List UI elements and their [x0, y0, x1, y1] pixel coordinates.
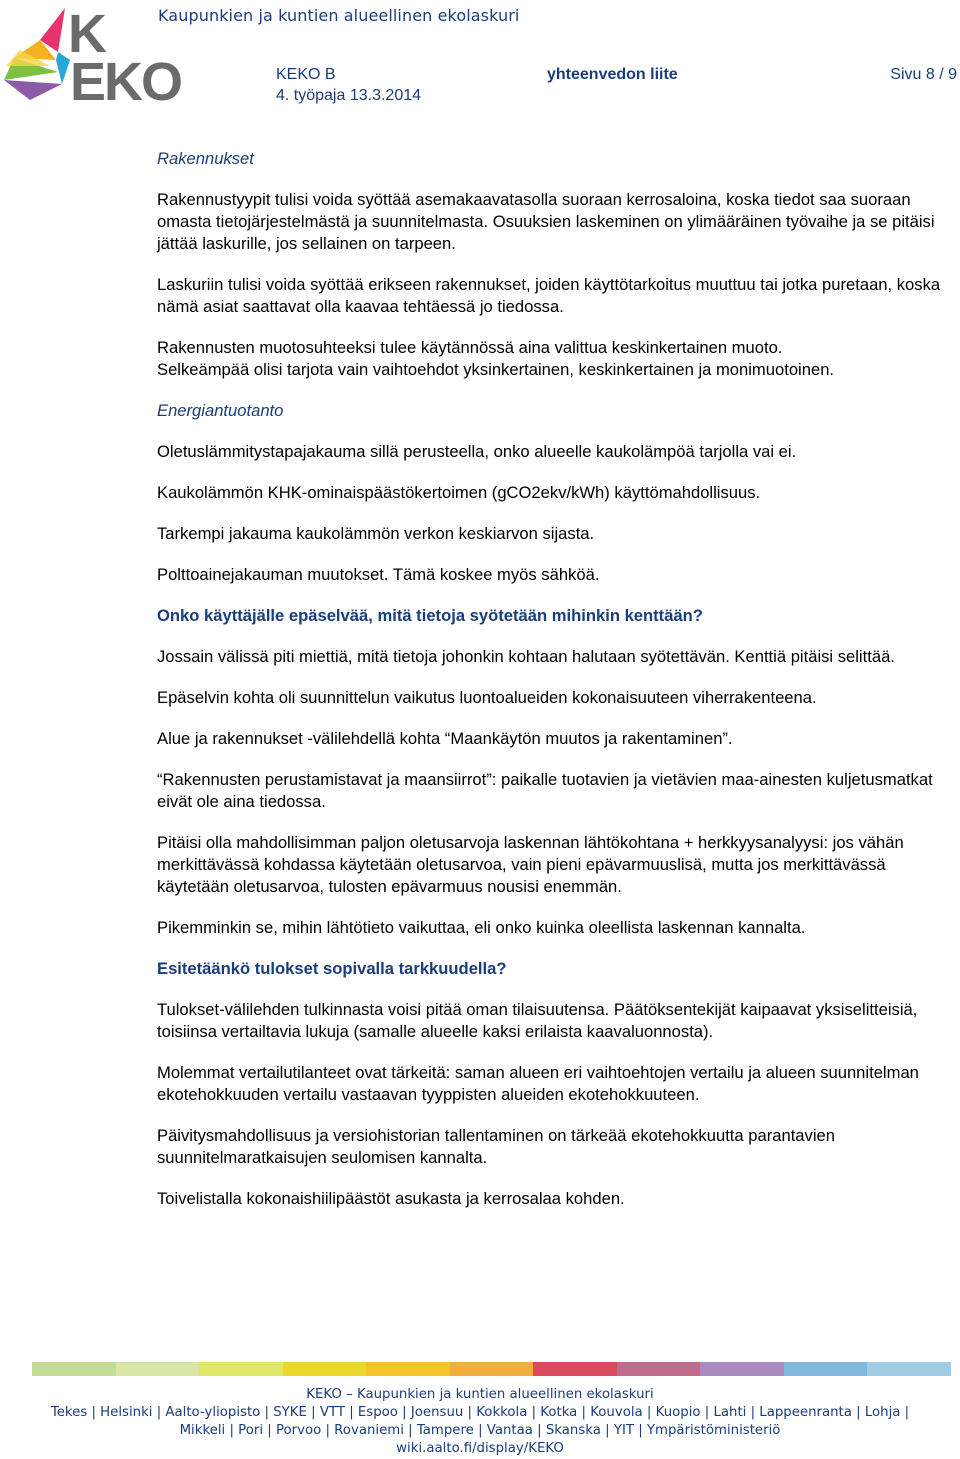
paragraph: Tarkempi jakauma kaukolämmön verkon keskiarvon sijasta. [157, 524, 595, 543]
paragraph: Tulokset-välilehden tulkinnasta voisi pitää oman tilaisuutensa. Päätöksentekijät kaipaavat yksiselitteisiä, toisiinsa vertailtavia lukuja (samalle alueelle kaksi erilaista kaavaluonnosta). [157, 1000, 918, 1041]
page-number: Sivu 8 / 9 [890, 66, 957, 83]
paragraph: Pitäisi olla mahdollisimman paljon oletusarvoja laskennan lähtökohtana + herkkyysanalyysi: jos vähän merkittävässä kohdassa käytetään oletusarvoa, vain pieni epävarmuuslisä, mutta jos merkittävässä käytetään oletusarvoa, tulosten epävarmuus nousisi enemmän. [157, 833, 904, 896]
paragraph: Päivitysmahdollisuus ja versiohistorian tallentaminen on tärkeää ekotehokkuutta parantavien suunnitelmaratkaisujen seulomisen kannalta. [157, 1126, 835, 1167]
doc-code: KEKO B [276, 66, 336, 83]
doc-date: 4. työpaja 13.3.2014 [276, 87, 422, 104]
paragraph: Laskuriin tulisi voida syöttää erikseen rakennukset, joiden käyttötarkoitus muuttuu tai jotka puretaan, koska nämä asiat saattavat olla kaavaa tehtäessä jo tiedossa. [157, 275, 941, 316]
footer-partners: Mikkeli | Pori | Porvoo | Rovaniemi | Tampere | Vantaa | Skanska | YIT | Ympäristöministeriö [179, 1423, 781, 1438]
footer-color-segment [116, 1362, 200, 1376]
paragraph: Polttoainejakauman muutokset. Tämä koskee myös sähköä. [157, 565, 600, 584]
paragraph: Alue ja rakennukset -välilehdellä kohta “Maankäytön muutos ja rakentaminen”. [157, 729, 733, 748]
question-heading: Esitetäänkö tulokset sopivalla tarkkuudella? [157, 959, 507, 978]
paragraph: Epäselvin kohta oli suunnittelun vaikutus luontoalueiden kokonaisuuteen viherrakenteena. [157, 688, 817, 707]
question-heading: Onko käyttäjälle epäselvää, mitä tietoja syötetään mihinkin kenttään? [157, 606, 703, 625]
paragraph: Rakennusten muotosuhteeksi tulee käytännössä aina valittua keskinkertainen muoto. [157, 338, 783, 357]
paragraph: Jossain välissä piti miettiä, mitä tietoja johonkin kohtaan halutaan syötettävän. Kenttiä pitäisi selittää. [157, 647, 895, 666]
footer-color-segment [700, 1362, 784, 1376]
paragraph: Selkeämpää olisi tarjota vain vaihtoehdot yksinkertainen, keskinkertainen ja monimuotoinen. [157, 360, 835, 379]
footer-color-segment [283, 1362, 367, 1376]
footer-color-segment [617, 1362, 701, 1376]
paragraph: “Rakennusten perustamistavat ja maansiirrot”: paikalle tuotavien ja vietävien maa-ainesten kuljetusmatkat eivät ole aina tiedossa. [157, 770, 933, 811]
paragraph: Kaukolämmön KHK-ominaispäästökertoimen (gCO2ekv/kWh) käyttömahdollisuus. [157, 483, 761, 502]
footer-title: KEKO – Kaupunkien ja kuntien alueellinen ekolaskuri [306, 1387, 654, 1402]
footer-color-segment [450, 1362, 534, 1376]
logo-petals-icon [4, 8, 70, 100]
footer-link[interactable]: wiki.aalto.fi/display/KEKO [396, 1441, 564, 1456]
footer-color-segment [199, 1362, 283, 1376]
footer [0, 1386, 960, 1458]
paragraph: Oletuslämmitystapajakauma sillä perusteella, onko alueelle kaukolämpöä tarjolla vai ei. [157, 442, 797, 461]
section-heading: Energiantuotanto [157, 401, 284, 420]
section-heading: Rakennukset [157, 149, 254, 168]
paragraph: Rakennustyypit tulisi voida syöttää asemakaavatasolla suoraan kerrosaloina, koska tiedot saa suoraan omasta tietojärjestelmästä ja suunnitelmasta. Osuuksien laskeminen on ylimääräinen työvaihe ja se pitäisi jättää laskurille, jos sellainen on tarpeen. [157, 190, 935, 253]
footer-partners: Tekes | Helsinki | Aalto-yliopisto | SYKE | VTT | Espoo | Joensuu | Kokkola | Kotka | Kouvola | Kuopio | Lahti | Lappeenranta | Lohja | [50, 1405, 910, 1420]
svg-text:EKO: EKO [70, 52, 182, 105]
doc-title: yhteenvedon liite [547, 66, 678, 83]
paragraph: Pikemminkin se, mihin lähtötieto vaikuttaa, eli onko kuinka oleellista laskennan kannalta. [157, 918, 806, 937]
footer-color-segment [366, 1362, 450, 1376]
footer-color-bar [32, 1362, 951, 1376]
paragraph: Molemmat vertailutilanteet ovat tärkeitä: saman alueen eri vaihtoehtojen vertailu ja alueen suunnitelman ekotehokkuuden vertailu vastaavan tyyppisten alueiden ekotehokkuuteen. [157, 1063, 919, 1104]
footer-color-segment [867, 1362, 951, 1376]
footer-color-segment [533, 1362, 617, 1376]
footer-color-segment [784, 1362, 868, 1376]
document-body [157, 148, 957, 1210]
paragraph: Toivelistalla kokonaishiilipäästöt asukasta ja kerrosalaa kohden. [157, 1189, 625, 1208]
footer-color-segment [32, 1362, 116, 1376]
svg-text:K: K [68, 4, 107, 64]
header-subtitle: Kaupunkien ja kuntien alueellinen ekolaskuri [158, 6, 520, 25]
